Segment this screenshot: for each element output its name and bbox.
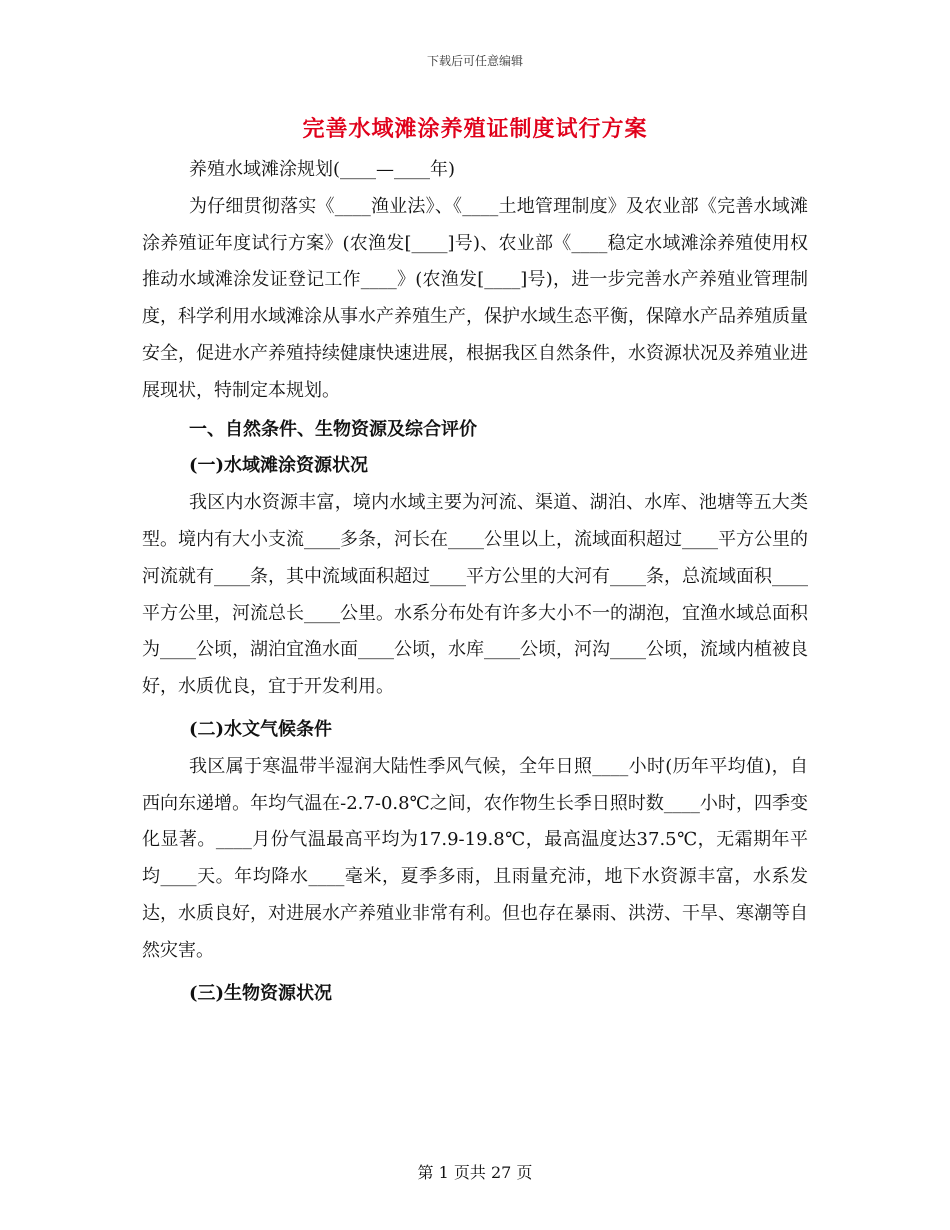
subsection-heading-3: (三)生物资源状况 [189,982,333,1004]
subsection-heading-2: (二)水文气候条件 [189,718,333,740]
paragraph-intro: 为仔细贯彻落实《____渔业法》、《____土地管理制度》及农业部《完善水域滩涂养殖证年度试行方案》(农渔发[____]号)、农业部《____稳定水域滩涂养殖使用权推动水域滩涂发证登记工作____》(农渔发[____]号)，进一步完善水产养殖业管理制度，科学利用水域滩涂从事水产养殖生产，保护水域生态平衡，保障水产品养殖质量安全，促进水产养殖持续健康快速进展，根据我区自然条件，水资源状况及养殖业进展现状，特制定本规划。 [142,195,808,401]
document-body [142,152,808,1012]
paragraph-plan-period: 养殖水域滩涂规划(____—____年) [189,159,456,180]
paragraph-water-resources: 我区内水资源丰富，境内水域主要为河流、渠道、湖泊、水库、池塘等五大类型。境内有大小支流____多条，河长在____公里以上，流域面积超过____平方公里的河流就有____条，其中流域面积超过____平方公里的大河有____条，总流域面积____平方公里，河流总长____公里。水系分布处有许多大小不一的湖泡，宜渔水域总面积为____公顷，湖泊宜渔水面____公顷，水库____公顷，河沟____公顷，流域内植被良好，水质优良，宜于开发利用。 [142,492,808,698]
subsection-heading-1: (一)水域滩涂资源状况 [189,455,369,477]
page-header: 下载后可任意编辑 [426,54,523,68]
paragraph-climate: 我区属于寒温带半湿润大陆性季风气候，全年日照____小时(历年平均值)，自西向东递增。年均气温在-2.7-0.8℃之间，农作物生长季日照时数____小时，四季变化显著。____月份气温最高平均为17.9-19.8℃，最高温度达37.5℃，无霜期年平均____天。年均降水____毫米，夏季多雨，且雨量充沛，地下水资源丰富，水系发达，水质良好，对进展水产养殖业非常有利。但也存在暴雨、洪涝、干旱、寒潮等自然灾害。 [142,755,808,961]
page-footer: 第 1 页共 27 页 [417,1163,533,1182]
document-title: 完善水域滩涂养殖证制度试行方案 [302,116,648,142]
section-heading-1: 一、自然条件、生物资源及综合评价 [189,418,477,440]
